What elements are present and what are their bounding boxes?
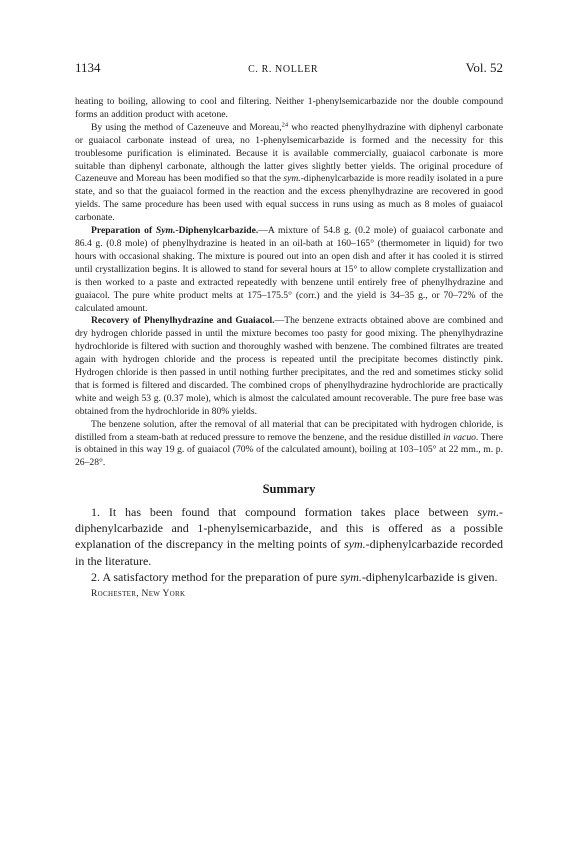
heading-italic-sym: Sym.	[155, 225, 176, 237]
text-run: who reacted phenylhydrazine with diphenyl carbonate or guaiacol carbonate instead of urea, no 1-phenylsemicarbazide is formed and the necessity for this troublesome purification is eliminated. Because it is available commercially, guaiacol carbonate is more suitable than diphenyl carbonate, although the latter gives slightly better yields. The original procedure of Cazeneuve and Moreau has been modified so that the	[75, 121, 503, 185]
paragraph-recovery	[75, 315, 503, 418]
text-run: The benzene solution, after the removal of all material that can be precipitated with hydrogen chloride, is distilled from a steam-bath at reduced pressure to remove the benzene, and the residue distilled	[75, 418, 503, 443]
reference-marker: 24	[281, 121, 289, 129]
paragraph-preparation	[75, 225, 503, 315]
volume-label: Vol. 52	[465, 60, 503, 75]
paragraph-benzene	[75, 419, 503, 471]
text-run: By using the method of Cazeneuve and Moreau,	[91, 121, 282, 133]
italic-sym: sym.	[343, 537, 366, 552]
article-body	[75, 96, 503, 470]
italic-sym: sym.	[340, 569, 362, 584]
italic-sym: sym.	[477, 505, 499, 520]
journal-page	[75, 60, 503, 599]
summary-heading: Summary	[262, 482, 316, 497]
paragraph-method	[75, 122, 503, 225]
heading-run: Preparation of	[91, 225, 156, 237]
text-run: -diphenylcarbazide recorded in the literature.	[75, 537, 504, 568]
running-author: C. R. NOLLER	[248, 64, 319, 75]
text-run: -diphenylcarbazide is given.	[361, 569, 498, 584]
section-run-in-heading	[91, 225, 258, 236]
running-header	[75, 60, 503, 82]
summary-item-2	[75, 569, 503, 585]
section-run-in-heading: Recovery of Phenylhydrazine and Guaiacol.	[91, 315, 275, 327]
paragraph-continuation: heating to boiling, allowing to cool and filtering. Neither 1-phenylsemicarbazide nor the double compound forms an addition product with acetone.	[75, 96, 503, 120]
author-location: Rochester, New York	[91, 588, 186, 599]
text-run: -diphenylcarbazide is more readily isolated in a pure state, and so that the guaiacol formed in the reaction and the excess phenylhydrazine are recovered in good yields. The same procedure has been used with equal success in runs using as much as 8 moles of guaiacol carbonate.	[75, 173, 504, 224]
text-run: —A mixture of 54.8 g. (0.2 mole) of guaiacol carbonate and 86.4 g. (0.8 mole) of phenylhydrazine is heated in an oil-bath at 160–165° (thermometer in liquid) for two hours with occasional shaking. The mixture is poured out into an open dish and after it has cooled it is stirred until crystallization begins. It is allowed to stand for several hours at 15° to allow complete crystallization and is then worked to a paste and extracted repeatedly with benzene until entirely free of phenylhydrazine and guaiacol. The pure white product melts at 175–175.5° (corr.) and the yield is 34–35 g., or 70–72% of the calculated amount.	[75, 225, 503, 314]
text-run: —The benzene extracts obtained above are combined and dry hydrogen chloride passed in until the mixture becomes too pasty for good mixing. The phenylhydrazine hydrochloride is filtered with suction and thoroughly washed with benzene. The combined filtrates are treated again with hydrogen chloride and the process is repeated until the precipitate becomes distinctly pink. Hydrogen chloride is then passed in until nothing further precipitates, and the red and sometimes sticky solid that is formed is filtered and discarded. The combined crops of phenylhydrazine hydrochloride are practically white and weigh 53 g. (0.37 mole), which is almost the calculated amount recoverable. The pure free base was obtained from the hydrochloride in 80% yields.	[75, 315, 504, 417]
text-run: -diphenylcarbazide and 1-phenylsemicarbazide, and this is offered as a possible explanation of the discrepancy in the melting points of	[75, 505, 503, 552]
heading-run: -Diphenylcarbazide.	[175, 225, 259, 237]
text-run: 2. A satisfactory method for the preparation of pure	[91, 569, 341, 584]
italic-sym: sym.	[283, 173, 301, 185]
italic-in-vacuo: in vacuo	[443, 431, 476, 443]
summary-body	[75, 504, 503, 584]
summary-item-1	[75, 504, 503, 568]
page-number: 1134	[75, 60, 101, 75]
text-run: 1. It has been found that compound formation takes place between	[91, 505, 478, 520]
text-run: . There is obtained in this way 19 g. of guaiacol (70% of the calculated amount), boiling at 103–105° at 22 mm., m. p. 26–28°.	[75, 431, 503, 469]
